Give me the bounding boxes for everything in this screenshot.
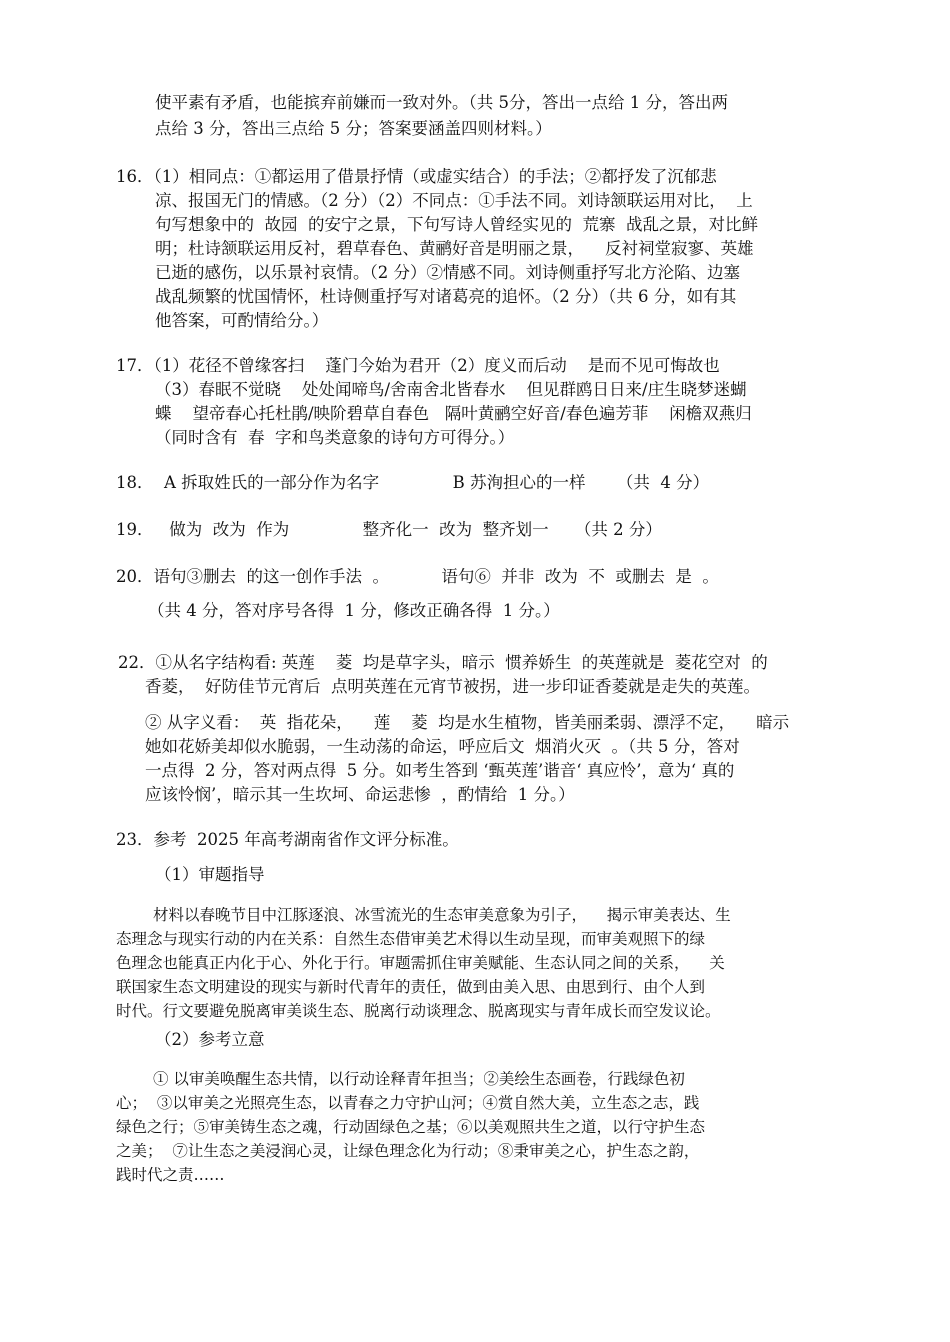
text-line: 句写想象中的 故园 的安宁之景，下句写诗人曾经实见的 荒寨 战乱之景，对比鲜 — [155, 215, 758, 234]
answer-22-line: 22．①从名字结构看: 英莲 菱 均是草字头，暗示 惯养娇生 的英莲就是 菱花空对 的 — [118, 653, 768, 672]
answer-23-line: 23．参考 2025 年高考湖南省作文评分标准。 — [116, 830, 459, 849]
text-line: 色理念也能真正内化于心、外化于行。审题需抓住审美赋能、生态认同之间的关系， 关 — [116, 954, 725, 972]
text-line: 战乱频繁的忧国情怀，杜诗侧重抒写对诸葛亮的追怀。（2 分）（共 6 分，如有其 — [155, 287, 737, 306]
text-line: 绿色之行；⑤审美铸生态之魂，行动固绿色之基；⑥以美观照共生之道，以行守护生态 — [116, 1118, 706, 1136]
text-line: （同时含有 春 字和鸟类意象的诗句方可得分。） — [155, 428, 515, 447]
text-line: ② 从字义看： 英 指花朵， 莲 菱 均是水生植物，皆美丽柔弱、漂浮不定， 暗示 — [145, 713, 790, 732]
text-line: 她如花娇美却似水脆弱，一生动荡的命运，呼应后文 烟消火灭 。（共 5 分，答对 — [145, 737, 740, 756]
text-line: 材料以春晚节目中江豚逐浪、冰雪流光的生态审美意象为引子， 揭示审美表达、生 — [153, 906, 731, 924]
text-line: 点给 3 分，答出三点给 5 分；答案要涵盖四则材料。） — [155, 119, 552, 138]
text-line: 应该怜悯’，暗示其一生坎坷、命运悲惨 ，酌情给 1 分。） — [145, 785, 575, 804]
text-line: 一点得 2 分，答对两点得 5 分。如考生答到 ‘甄英莲’谐音‘ 真应怜’，意为‘ 真的 — [145, 761, 735, 780]
text-line: 心； ③以审美之光照亮生态，以青春之力守护山河；④赏自然大美，立生态之志，践 — [116, 1094, 700, 1112]
text-line: 蝶 望帝春心托杜鹃/映阶碧草自春色 隔叶黄鹂空好音/春色遍芳菲 闲檐双燕归 — [155, 404, 752, 423]
text-line: 香菱， 好防佳节元宵后 点明英莲在元宵节被拐，进一步印证香菱就是走失的英莲。 — [145, 677, 760, 696]
section-heading: （1）审题指导 — [155, 865, 265, 884]
section-heading: （2）参考立意 — [155, 1030, 265, 1049]
text-line: 之美； ⑦让生态之美浸润心灵，让绿色理念化为行动；⑧秉审美之心，护生态之韵， — [116, 1142, 700, 1160]
text-line: 态理念与现实行动的内在关系：自然生态借审美艺术得以生动呈现，而审美观照下的绿 — [116, 930, 706, 948]
text-line: 时代。行文要避免脱离审美谈生态、脱离行动谈理念、脱离现实与青年成长而空发议论。 — [116, 1002, 721, 1020]
text-line: 践时代之责…… — [116, 1166, 225, 1184]
text-line: 明；杜诗颔联运用反衬，碧草春色、黄鹂好音是明丽之景， 反衬祠堂寂寥、英雄 — [155, 239, 754, 258]
text-line: ① 以审美唤醒生态共情，以行动诠释青年担当；②美绘生态画卷，行践绿色初 — [153, 1070, 685, 1088]
answer-16-line: 16．（1）相同点：①都运用了借景抒情（或虚实结合）的手法；②都抒发了沉郁悲 — [116, 167, 717, 186]
text-line: 凉、报国无门的情感。（2 分）（2）不同点：①手法不同。刘诗颔联运用对比， 上 — [155, 191, 753, 210]
answer-20-line: 20．语句③删去 的这一创作手法 。 语句⑥ 并非 改为 不 或删去 是 。 — [116, 567, 719, 586]
text-line: 他答案，可酌情给分。） — [155, 311, 329, 330]
answer-17-line: 17．（1）花径不曾缘客扫 蓬门今始为君开（2）度义而后动 是而不见可悔故也 — [116, 356, 720, 375]
answer-18-line: 18． A 拆取姓氏的一部分作为名字 B 苏洵担心的一样 （共 4 分） — [116, 473, 710, 492]
text-line: （共 4 分，答对序号各得 1 分，修改正确各得 1 分。） — [148, 601, 560, 620]
text-line: 联国家生态文明建设的现实与新时代青年的责任，做到由美入思、由思到行、由个人到 — [116, 978, 706, 996]
answer-19-line: 19． 做为 改为 作为 整齐化一 改为 整齐划一 （共 2 分） — [116, 520, 662, 539]
text-line: 已逝的感伤，以乐景衬哀情。（2 分）②情感不同。刘诗侧重抒写北方沦陷、边塞 — [155, 263, 740, 282]
text-line: 使平素有矛盾，也能摈弃前嫌而一致对外。（共 5分，答出一点给 1 分，答出两 — [155, 93, 728, 112]
text-line: （3）春眠不觉晓 处处闻啼鸟/舍南舍北皆春水 但见群鸥日日来/庄生晓梦迷蝴 — [155, 380, 747, 399]
